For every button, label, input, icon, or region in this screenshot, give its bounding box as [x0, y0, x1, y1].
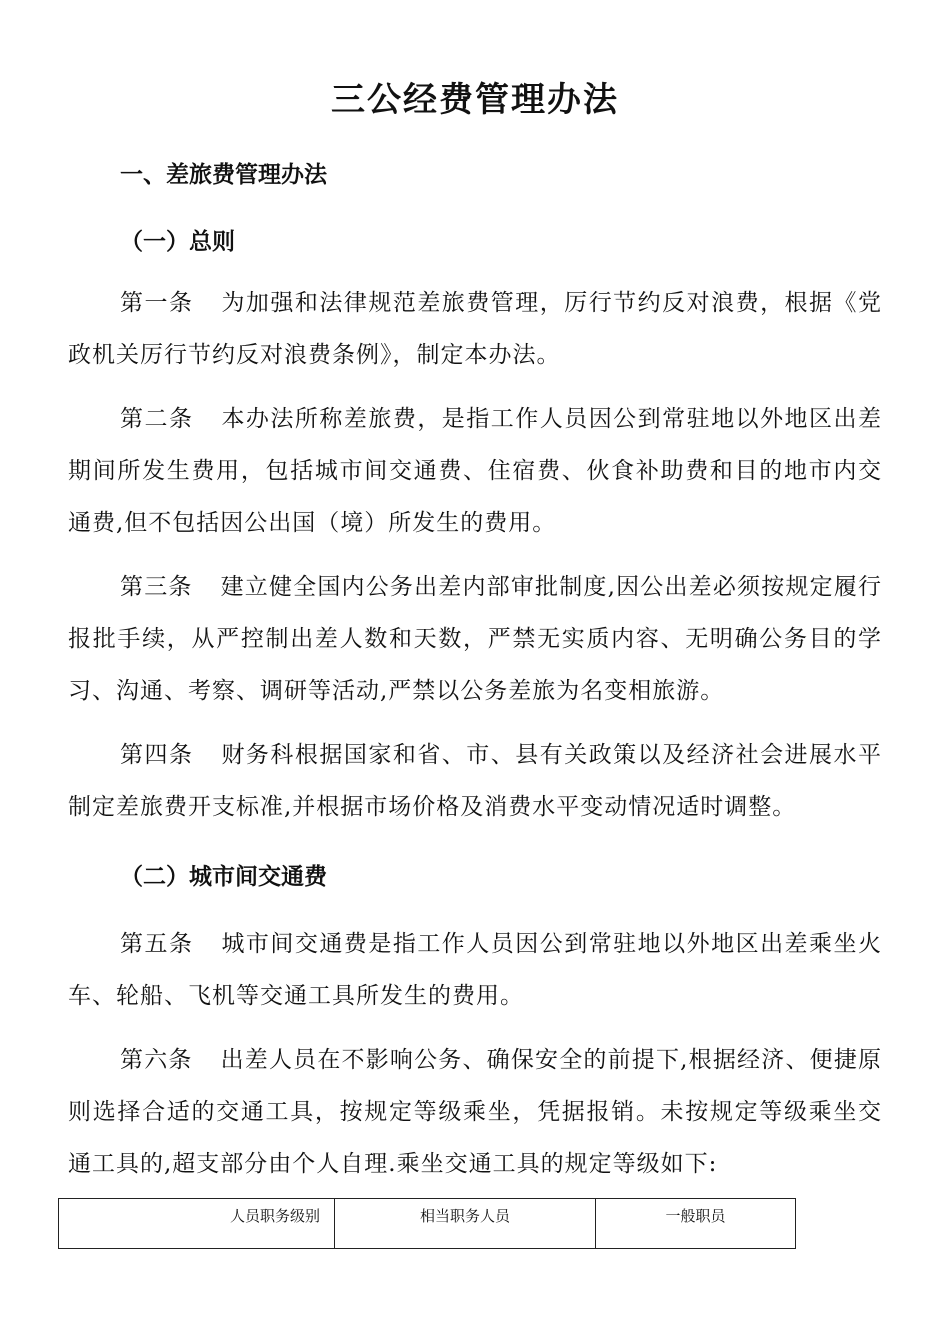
table-header-row [59, 1199, 796, 1249]
article-text: 建立健全国内公务出差内部审批制度,因公出差必须按规定履行报批手续，从严控制出差人数和天数，严禁无实质内容、无明确公务目的学习、沟通、考察、调研等活动,严禁以公务差旅为名变相旅游。 [68, 574, 883, 704]
document-title: 三公经费管理办法 [331, 80, 619, 120]
article-6 [68, 1034, 882, 1190]
subsection-heading-general: （一）总则 [120, 228, 235, 255]
article-text: 出差人员在不影响公务、确保安全的前提下,根据经济、便捷原则选择合适的交通工具，按规定等级乘坐，凭据报销。未按规定等级乘坐交通工具的,超支部分由个人自理.乘坐交通工具的规定等级如下: [68, 1047, 883, 1177]
table-header-cell: 一般职员 [596, 1199, 796, 1249]
article-2 [68, 393, 882, 549]
article-label: 第六条 [120, 1047, 193, 1073]
article-5 [68, 918, 882, 1022]
article-text: 城市间交通费是指工作人员因公到常驻地以外地区出差乘坐火车、轮船、飞机等交通工具所发生的费用。 [68, 931, 883, 1009]
article-text: 本办法所称差旅费，是指工作人员因公到常驻地以外地区出差期间所发生费用，包括城市间交通费、住宿费、伙食补助费和目的地市内交通费,但不包括因公出国（境）所发生的费用。 [68, 406, 883, 536]
article-label: 第五条 [120, 931, 194, 957]
table-header-cell: 人员职务级别 [59, 1199, 335, 1249]
article-label: 第四条 [120, 742, 194, 768]
article-label: 第一条 [120, 290, 194, 316]
article-label: 第三条 [120, 574, 193, 600]
article-1 [68, 277, 882, 381]
article-text: 为加强和法律规范差旅费管理，厉行节约反对浪费，根据《党政机关厉行节约反对浪费条例》，制定本办法。 [68, 290, 883, 368]
section-heading-travel-expenses: 一、差旅费管理办法 [120, 161, 327, 188]
article-text: 财务科根据国家和省、市、县有关政策以及经济社会进展水平制定差旅费开支标准,并根据市场价格及消费水平变动情况适时调整。 [68, 742, 883, 820]
article-4 [68, 729, 882, 833]
transport-level-table [58, 1198, 796, 1249]
article-3 [68, 561, 882, 717]
article-label: 第二条 [120, 406, 194, 432]
subsection-heading-intercity-transport: （二）城市间交通费 [120, 863, 327, 890]
table-header-cell: 相当职务人员 [335, 1199, 596, 1249]
